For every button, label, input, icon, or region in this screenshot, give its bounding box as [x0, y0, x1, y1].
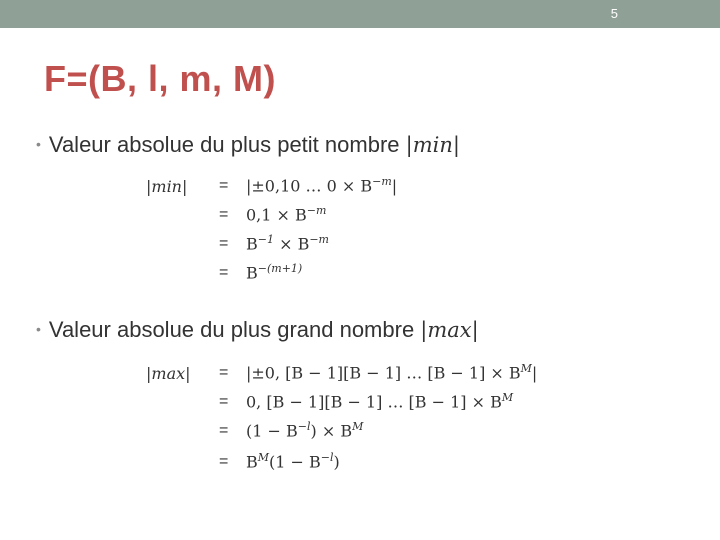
bullet-dot-icon: •: [36, 321, 41, 337]
min-row-3-sign: =: [219, 235, 229, 252]
min-row-3-rhs: $B^{-1} \times B^{-m}$: [246, 233, 329, 254]
bullet-min-math: |min|: [405, 133, 460, 157]
bullet-max-text: Valeur absolue du plus grand nombre: [48, 317, 421, 342]
max-row-4-sign: =: [219, 453, 229, 470]
min-row-2-sign: =: [219, 206, 229, 223]
top-bar: [0, 0, 720, 28]
min-row-4-rhs: $B^{-(m+1)}$: [246, 262, 303, 283]
bullet-max-math: |max|: [420, 318, 479, 342]
max-row-3-rhs: $(1 - B^{-l}) \times B^M$: [246, 420, 364, 441]
page-number: 5: [610, 6, 618, 21]
max-lhs: |max|: [146, 364, 191, 383]
max-row-2-rhs: 0, [B − 1][B − 1] … $[B - 1] \times B^M$: [246, 391, 514, 412]
min-lhs: |min|: [146, 177, 188, 196]
max-row-1-rhs: |±0, [B − 1][B − 1] … $[B - 1] \times B^M|$: [246, 362, 538, 383]
min-row-1-rhs: |±0,10 … $0 \times B^{-m}|$: [246, 175, 398, 196]
bullet-min-text: Valeur absolue du plus petit nombre: [48, 132, 406, 157]
max-row-2-sign: =: [219, 393, 229, 410]
max-row-4-rhs: $B^M(1 - B^{-l})$: [246, 451, 340, 472]
min-row-4-sign: =: [219, 264, 229, 281]
max-row-3-sign: =: [219, 422, 229, 439]
slide-title: F=(B, l, m, M): [44, 58, 276, 99]
max-row-1-sign: =: [219, 364, 229, 381]
min-row-2-rhs: $0,1 \times B^{-m}$: [246, 204, 327, 225]
min-row-1-sign: =: [219, 177, 229, 194]
bullet-max: [36, 317, 479, 343]
bullet-min: [36, 132, 460, 158]
bullet-dot-icon: •: [36, 136, 41, 152]
